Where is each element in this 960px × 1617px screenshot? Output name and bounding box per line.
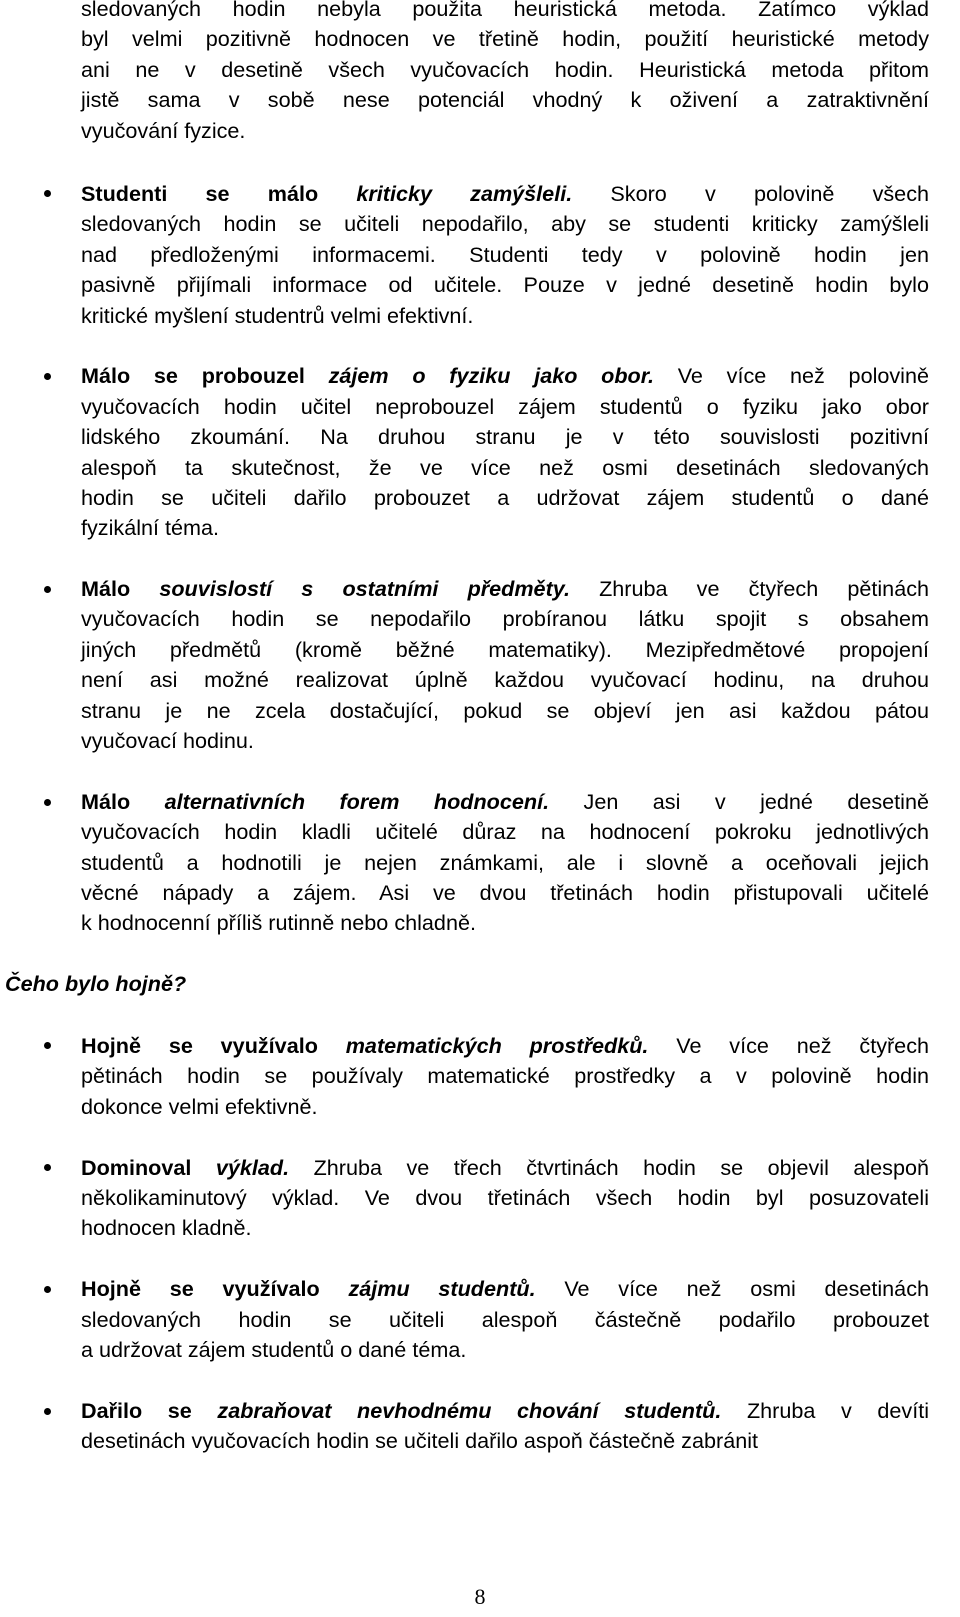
bullet-icon	[44, 1164, 51, 1171]
text-segment: jiných předmětů (kromě běžné matematiky). Mezipředmětové propojení	[81, 636, 929, 662]
text-segment: Skoro v polovině všech	[572, 181, 929, 206]
text-line	[81, 422, 929, 452]
bullet-icon	[44, 1408, 51, 1415]
text-line	[81, 635, 929, 665]
text-segment: hodin se učiteli dařilo probouzet a udržovat zájem studentů o dané	[81, 484, 929, 510]
text-segment: nad předloženými informacemi. Studenti tedy v polovině hodin jen	[81, 241, 929, 267]
list-item	[81, 361, 929, 391]
text-line: ani ne v desetině všech vyučovacích hodin. Heuristická metoda přitom	[81, 56, 929, 82]
text-line: jistě sama v sobě nese potenciál vhodný k oživení a zatraktivnění	[81, 87, 929, 113]
emphasis-text: zabraňovat nevhodnému chování studentů.	[217, 1397, 722, 1423]
bold-text: Málo se probouzel	[81, 363, 329, 389]
text-line	[81, 848, 929, 878]
text-line	[81, 1426, 929, 1456]
text-line	[81, 453, 929, 483]
text-segment: věcné nápady a zájem. Asi ve dvou třetinách hodin přistupovali učitelé	[81, 879, 929, 905]
text-segment: není asi možné realizovat úplně každou vyučovací hodinu, na druhou	[81, 667, 929, 693]
text-line	[81, 908, 929, 938]
text-line	[81, 392, 929, 422]
bold-text: Studenti se málo	[81, 181, 357, 206]
intro-paragraph	[81, 0, 929, 146]
text-line: sledovaných hodin nebyla použita heuristická metoda. Zatímco výklad	[81, 0, 929, 21]
text-segment: pasivně přijímali informace od učitele. Pouze v jedné desetině hodin bylo	[81, 272, 929, 298]
text-segment: vyučovacích hodin kladli učitelé důraz na hodnocení pokroku jednotlivých	[81, 819, 929, 845]
bullet-icon	[44, 586, 51, 593]
text-segment: sledovaných hodin se učiteli alespoň částečně podařilo probouzet	[81, 1306, 929, 1332]
text-line: vyučování fyzice.	[81, 117, 246, 143]
text-line	[81, 240, 929, 270]
list-item	[81, 1396, 929, 1426]
emphasis-text: výklad.	[215, 1154, 290, 1180]
text-segment: Ve více než čtyřech	[648, 1033, 929, 1058]
list-item	[81, 787, 929, 817]
bold-text: Dominoval	[81, 1154, 216, 1180]
text-segment: vyučovací hodinu.	[81, 728, 254, 754]
list-item	[81, 1274, 929, 1304]
text-line	[81, 1305, 929, 1335]
bullet-list-2	[81, 1031, 929, 1456]
text-segment: alespoň ta skutečnost, že ve více než osmi desetinách sledovaných	[81, 454, 929, 480]
emphasis-text: souvislostí s ostatními předměty.	[159, 576, 570, 602]
emphasis-text: zájem o fyziku jako obor.	[328, 363, 654, 389]
text-line	[81, 270, 929, 300]
bullet-icon	[44, 190, 51, 197]
text-segment: Zhruba ve třech čtvrtinách hodin se objevil alespoň	[289, 1154, 929, 1180]
emphasis-text: alternativních forem hodnocení.	[164, 788, 550, 814]
text-segment: pětinách hodin se používaly matematické prostředky a v polovině hodin	[81, 1063, 929, 1089]
text-line	[81, 726, 929, 756]
text-segment: kritické myšlení studentrů velmi efektivní.	[81, 302, 474, 328]
text-line: byl velmi pozitivně hodnocen ve třetině hodin, použití heuristické metody	[81, 26, 929, 52]
text-line	[81, 1213, 929, 1243]
page-number: 8	[474, 1584, 486, 1609]
text-segment: Ve více než osmi desetinách	[535, 1276, 929, 1302]
text-line	[81, 665, 929, 695]
bold-text: Hojně se využívalo	[81, 1276, 349, 1302]
list-item	[81, 179, 929, 209]
text-segment: lidského zkoumání. Na druhou stranu je v této souvislosti pozitivní	[81, 424, 929, 450]
text-segment: hodnocen kladně.	[81, 1215, 252, 1241]
bullet-icon	[44, 1042, 51, 1049]
text-line	[81, 817, 929, 847]
emphasis-text: zájmu studentů.	[348, 1276, 536, 1302]
text-line	[81, 209, 929, 239]
text-segment: studentů a hodnotili je nejen známkami, ale i slovně a oceňovali jejich	[81, 849, 929, 875]
bullet-icon	[44, 1286, 51, 1293]
text-segment: a udržovat zájem studentů o dané téma.	[81, 1336, 467, 1362]
text-segment: dokonce velmi efektivně.	[81, 1093, 318, 1119]
text-segment: Zhruba v devíti	[721, 1397, 929, 1423]
list-item	[81, 574, 929, 604]
text-segment: fyzikální téma.	[81, 515, 220, 541]
text-segment: Ve více než polovině	[653, 363, 929, 389]
bold-text: Dařilo se	[81, 1397, 218, 1423]
bullet-list-1	[81, 179, 929, 939]
text-line	[81, 1335, 929, 1365]
emphasis-text: kriticky zamýšleli.	[356, 181, 573, 206]
text-segment: vyučovacích hodin učitel neprobouzel zájem studentů o fyziku jako obor	[81, 393, 929, 419]
text-line	[81, 878, 929, 908]
text-segment: k hodnocenní příliš rutinně nebo chladně.	[81, 910, 476, 936]
text-line	[81, 301, 929, 331]
text-segment: Jen asi v jedné desetině	[549, 788, 929, 814]
bullet-icon	[44, 799, 51, 806]
text-segment: desetinách vyučovacích hodin se učiteli dařilo aspoň částečně zabránit	[81, 1428, 759, 1454]
list-item	[81, 1031, 929, 1061]
bold-text: Málo	[81, 576, 160, 602]
bold-text: Málo	[81, 788, 165, 814]
text-line	[81, 1061, 929, 1091]
emphasis-text: matematických prostředků.	[345, 1033, 649, 1058]
text-segment: vyučovacích hodin se nepodařilo probíranou látku spojit s obsahem	[81, 606, 929, 632]
section-heading: Čeho bylo hojně?	[5, 971, 187, 996]
text-line	[81, 696, 929, 726]
text-line	[81, 1183, 929, 1213]
text-segment: Zhruba ve čtyřech pětinách	[569, 576, 930, 602]
text-line	[81, 604, 929, 634]
bold-text: Hojně se využívalo	[81, 1033, 346, 1058]
text-segment: sledovaných hodin se učiteli nepodařilo, aby se studenti kriticky zamýšleli	[81, 211, 929, 237]
list-item	[81, 1153, 929, 1183]
text-line	[81, 483, 929, 513]
text-segment: několikaminutový výklad. Ve dvou třetinách všech hodin byl posuzovateli	[81, 1184, 929, 1210]
text-line	[81, 513, 929, 543]
text-segment: stranu je ne zcela dostačující, pokud se objeví jen asi každou pátou	[81, 697, 929, 723]
bullet-icon	[44, 373, 51, 380]
text-line	[81, 1092, 929, 1122]
